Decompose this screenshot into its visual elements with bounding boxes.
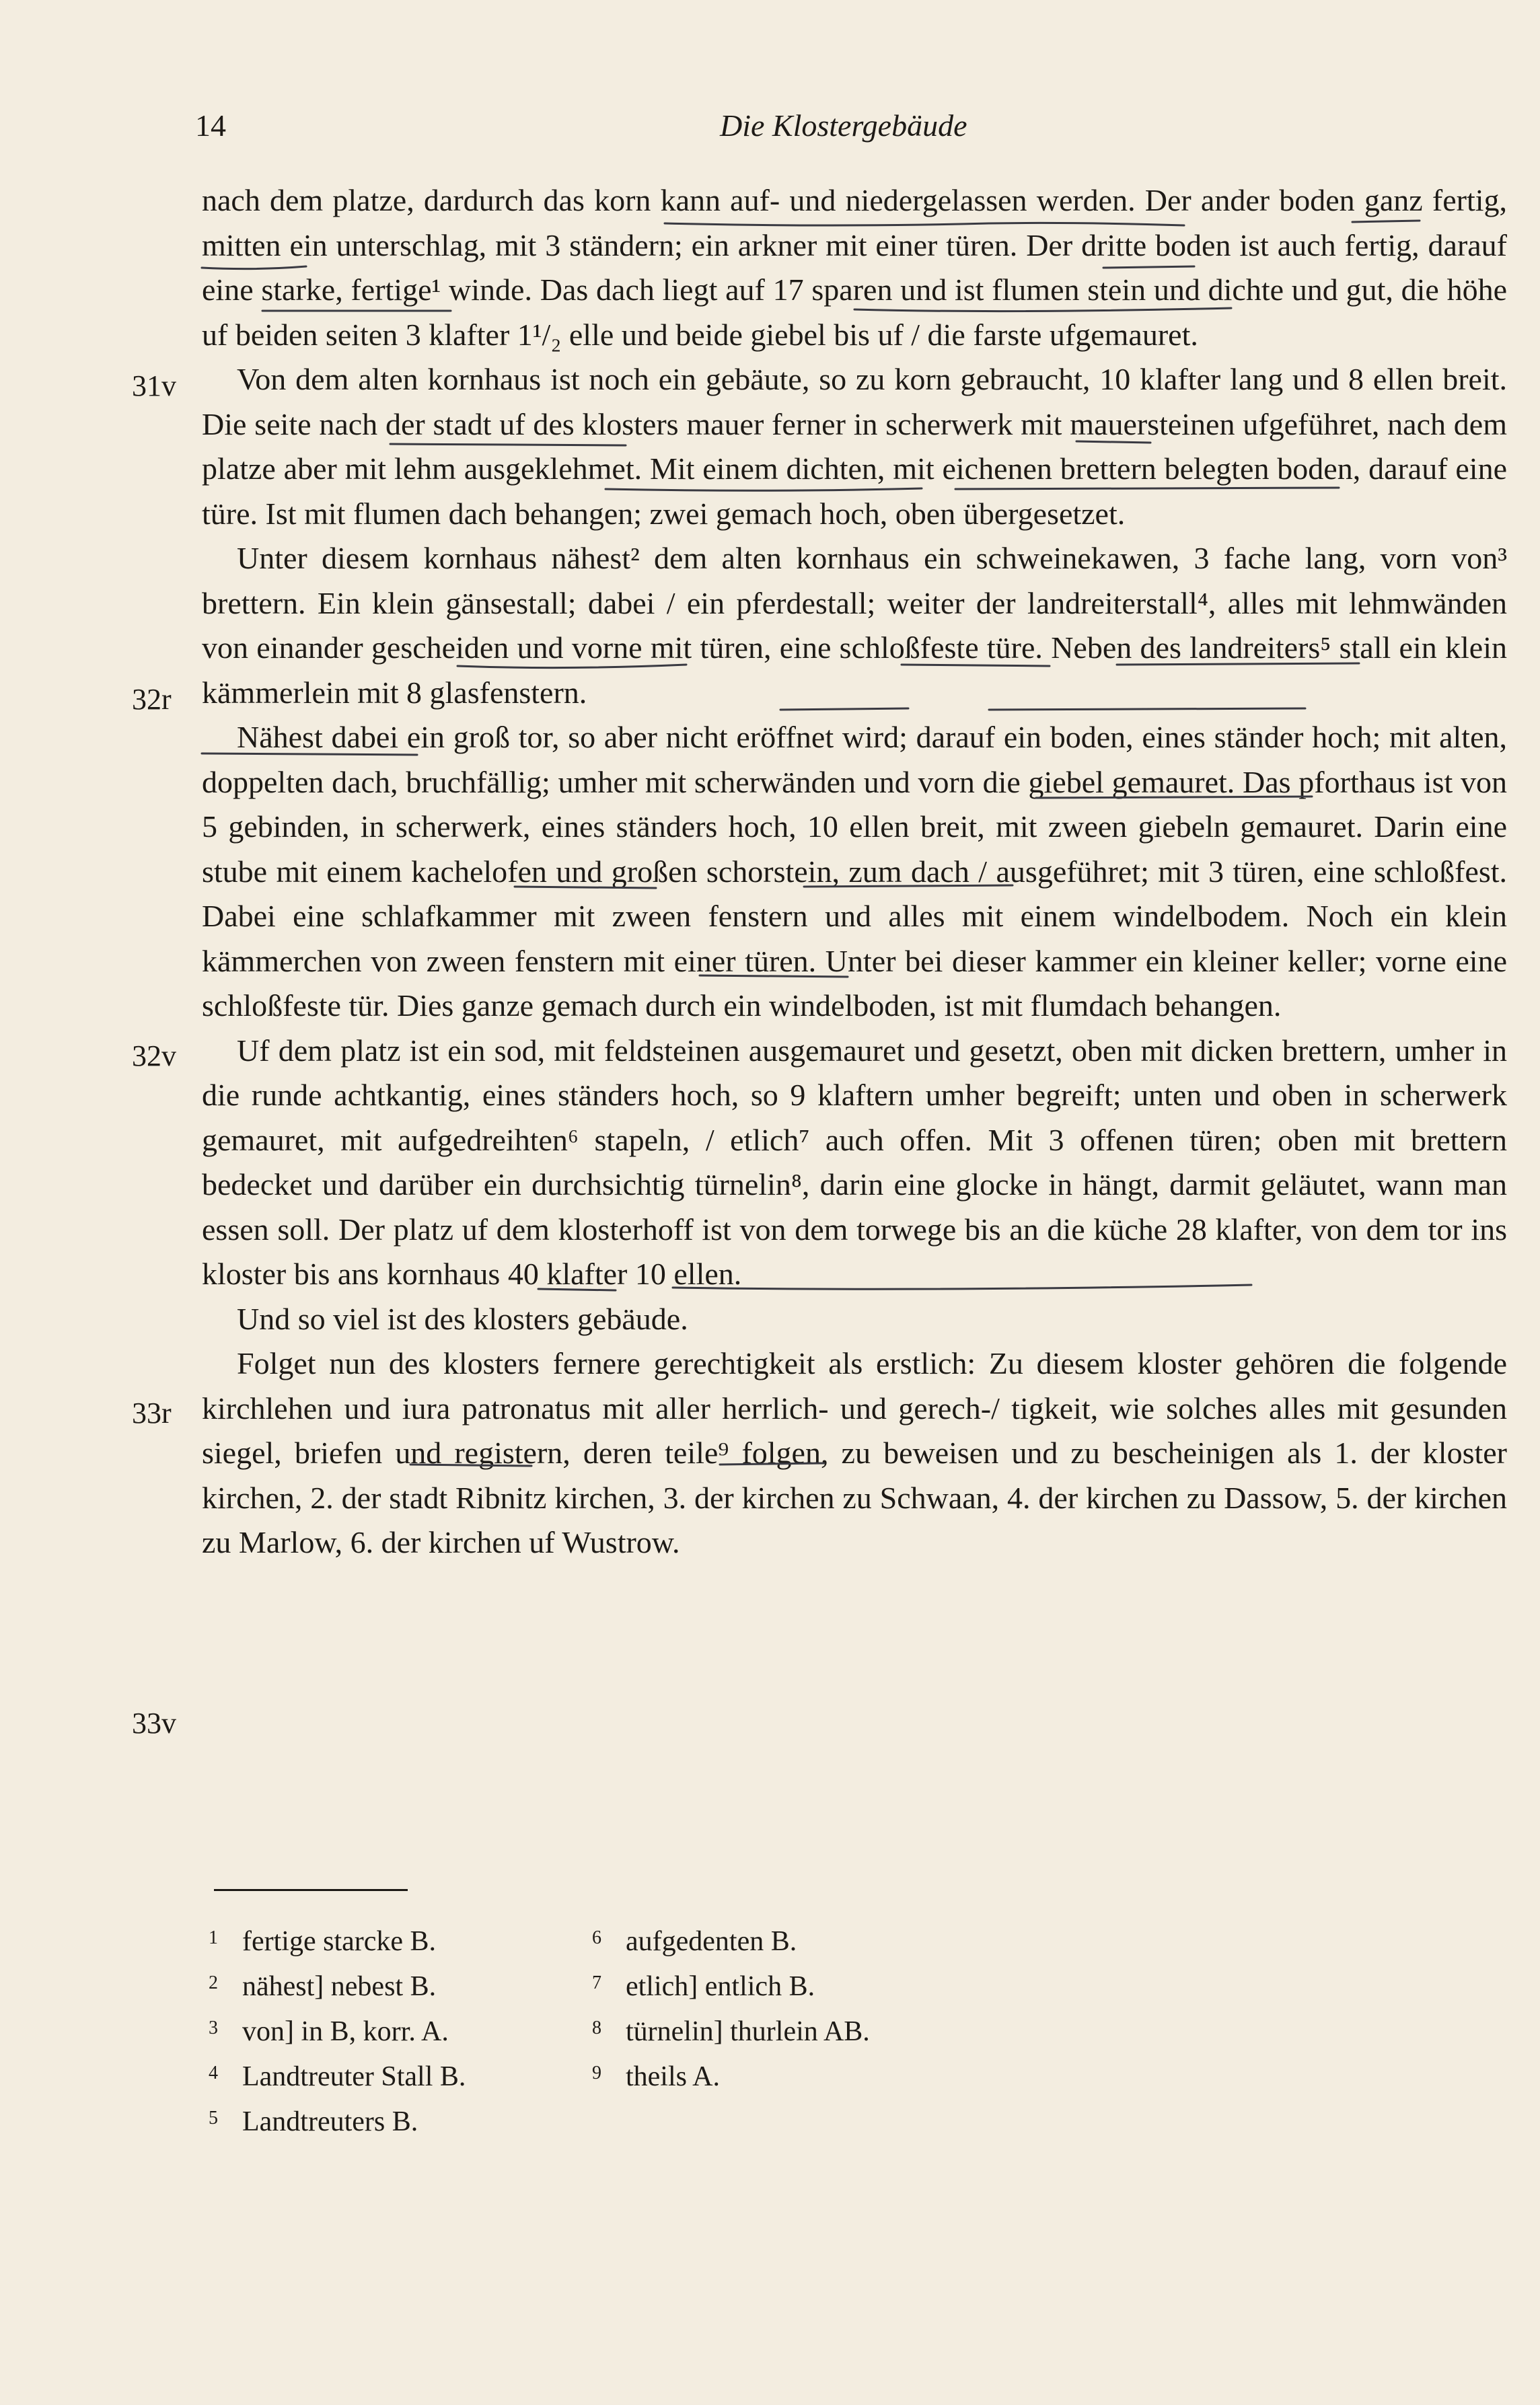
paragraph-5: Uf dem platz ist ein sod, mit feldsteinen ausgemauret und gesetzt, oben mit dicken brettern, umher in die runde achtkantig, eines ständers hoch, so 9 klaftern umher begreift; unten und oben in scherwerk gemauret, mit aufgedreihten⁶ stapeln, / etlich⁷ auch offen. Mit 3 offenen türen; oben mit brettern bedecket und darüber ein durchsichtig türnelin⁸, darin eine glocke in hängt, darmit geläutet, wann man essen soll. Der platz uf dem klosterhoff ist von dem torwege bis an die küche 28 klafter, von dem tor ins kloster bis ans kornhaus 40 klafter 10 ellen.	[202, 1033, 1507, 1291]
running-title: Die Klostergebäude	[720, 108, 967, 143]
paragraph-6: Und so viel ist des klosters gebäude.	[237, 1301, 688, 1336]
page-number: 14	[195, 108, 226, 143]
body-text	[202, 178, 1507, 1565]
footnotes-column-left	[209, 1917, 466, 2143]
folio-marker: 31v	[132, 369, 176, 402]
footnote: 1 fertige starcke B.	[209, 1926, 437, 1957]
folio-marker: 33r	[132, 1397, 172, 1430]
footnote: 6 aufgedenten B.	[592, 1926, 797, 1957]
paragraph-1: nach dem platze, dardurch das korn kann auf- und niedergelassen werden. Der ander boden ganz fertig, mitten ein unterschlag, mit 3 ständern; ein arkner mit einer türen. Der dritte boden ist auch fertig, darauf eine starke, fertige¹ winde. Das dach liegt auf 17 sparen und ist flumen stein und dichte und gut, die höhe uf beiden seiten 3 klafter 1¹/₂ elle und beide giebel bis uf / die farste ufgemauret.	[202, 183, 1507, 352]
paragraph-4: Nähest dabei ein groß tor, so aber nicht eröffnet wird; darauf ein boden, eines ständer hoch; mit alten, doppelten dach, bruchfällig; umher mit scherwänden und vorn die giebel gemauret. Das pforthaus ist von 5 gebinden, in scherwerk, eines ständers hoch, 10 ellen breit, mit zween giebeln gemauret. Darin eine stube mit einem kachelofen und großen schorstein, zum dach / ausgeführet; mit 3 türen, eine schloßfest. Dabei eine schlafkammer mit zween fenstern und alles mit einem windelbodem. Noch ein klein kämmerchen von zween fenstern mit einer türen. Unter bei dieser kammer ein kleiner keller; vorne eine schloßfeste tür. Dies ganze gemach durch ein windelboden, ist mit flumdach behangen.	[202, 720, 1507, 1023]
footnote: 5 Landtreuters B.	[209, 2106, 418, 2137]
footnote: 2 nähest] nebest B.	[209, 1971, 437, 2002]
paragraph-2: Von dem alten kornhaus ist noch ein gebäute, so zu korn gebraucht, 10 klafter lang und 8 ellen breit. Die seite nach der stadt uf des klosters mauer ferner in scherwerk mit mauersteinen ufgeführet, nach dem platze aber mit lehm ausgeklehmet. Mit einem dichten, mit eichenen brettern belegten boden, darauf eine türe. Ist mit flumen dach behangen; zwei gemach hoch, oben übergesetzet.	[202, 362, 1507, 531]
folio-marker: 32r	[132, 683, 172, 716]
footnote: 3 von] in B, korr. A.	[209, 2016, 449, 2047]
paragraph-7: Folget nun des klosters fernere gerechtigkeit als erstlich: Zu diesem kloster gehören die folgende kirchlehen und iura patronatus mit aller herrlich- und gerech-/ tigkeit, wie solches alles mit gesunden siegel, briefen und registern, deren teile⁹ folgen, zu beweisen und zu bescheinigen als 1. der kloster kirchen, 2. der stadt Ribnitz kirchen, 3. der kirchen zu Schwaan, 4. der kirchen zu Dassow, 5. der kirchen zu Marlow, 6. der kirchen uf Wustrow.	[202, 1346, 1507, 1559]
footnote: 4 Landtreuter Stall B.	[209, 2061, 466, 2092]
footnote: 8 türnelin] thurlein AB.	[592, 2016, 870, 2047]
running-head	[195, 108, 1514, 148]
folio-marker: 33v	[132, 1707, 176, 1740]
footnote-divider	[214, 1889, 408, 1891]
footnotes-column-right	[592, 1917, 870, 2098]
folio-marker: 32v	[132, 1039, 176, 1072]
footnote: 7 etlich] entlich B.	[592, 1971, 815, 2002]
paragraph-3: Unter diesem kornhaus nähest² dem alten kornhaus ein schweinekawen, 3 fache lang, vorn von³ brettern. Ein klein gänsestall; dabei / ein pferdestall; weiter der landreiterstall⁴, alles mit lehmwänden von einander gescheiden und vorne mit türen, eine schloßfeste türe. Neben des landreiters⁵ stall ein klein kämmerlein mit 8 glasfenstern.	[202, 541, 1507, 710]
footnote: 9 theils A.	[592, 2061, 721, 2092]
